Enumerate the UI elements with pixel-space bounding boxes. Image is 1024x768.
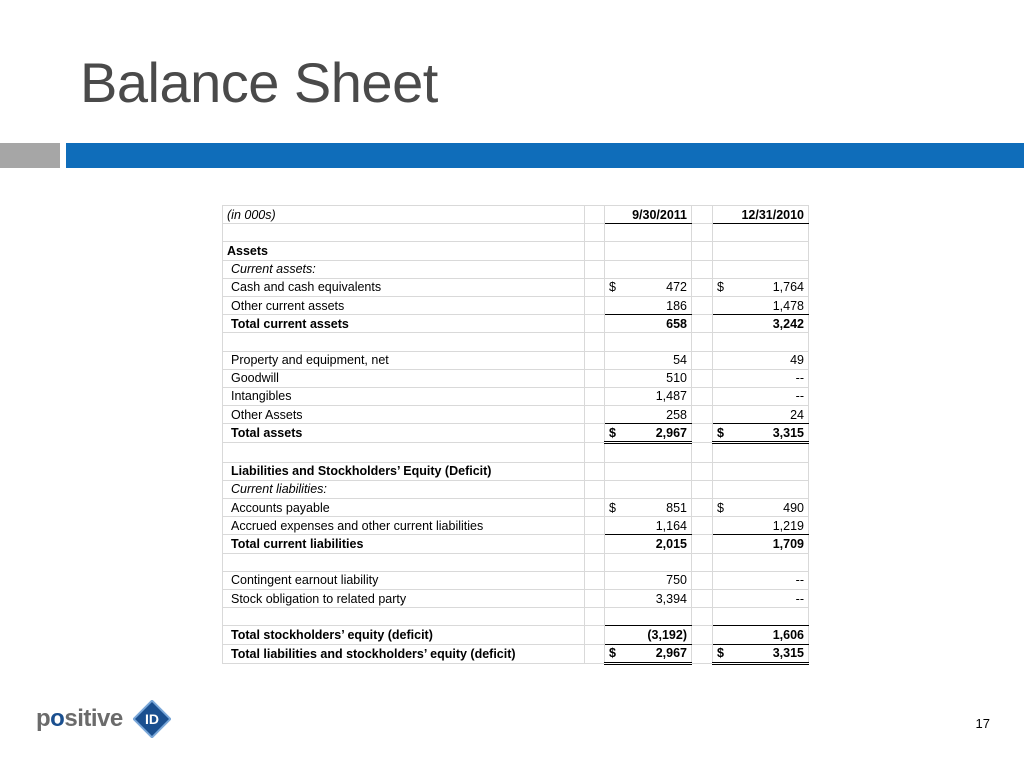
table-row [223,589,809,607]
row-label: Other Assets [223,406,585,424]
table-row [223,499,809,517]
row-label: Total liabilities and stockholders’ equity (deficit) [223,644,585,663]
value-2011: (3,192) [605,626,692,644]
value-2010: 1,478 [713,296,809,314]
table-row-total [223,626,809,644]
slide-title: Balance Sheet [80,51,438,114]
row-label: Intangibles [223,387,585,405]
table-row-assets-heading [223,242,809,260]
value-2011: $ 472 [605,278,692,296]
table-row-total [223,535,809,553]
row-label: Total stockholders’ equity (deficit) [223,626,585,644]
value-2010: $ 490 [713,499,809,517]
row-label: Stock obligation to related party [223,589,585,607]
value-2010: 1,606 [713,626,809,644]
value-2011: $ 851 [605,499,692,517]
row-label: Other current assets [223,296,585,314]
value-2011: 658 [605,315,692,333]
value-2010: -- [713,369,809,387]
balance-sheet-table [222,205,809,665]
value-2010: -- [713,387,809,405]
header-bar-blue [66,143,1024,168]
value-2010: $ 1,764 [713,278,809,296]
table-row-grand-total [223,644,809,663]
col-header-2011: 9/30/2011 [605,206,692,224]
row-label: Accrued expenses and other current liabilities [223,517,585,535]
table-row-spacer [223,608,809,626]
value-2011: 258 [605,406,692,424]
table-row-current-assets-heading [223,260,809,278]
row-label: Total current liabilities [223,535,585,553]
table-row [223,406,809,424]
svg-text:ID: ID [145,711,159,727]
row-label: Current liabilities: [223,480,585,498]
value-2010: 49 [713,351,809,369]
value-2010: -- [713,589,809,607]
table-row [223,278,809,296]
table-row [223,517,809,535]
value-2010: -- [713,571,809,589]
table-row-current-liabilities-heading [223,480,809,498]
table-row-spacer [223,224,809,242]
value-2010: 3,242 [713,315,809,333]
value-2011: 1,164 [605,517,692,535]
value-2011: $ 2,967 [605,424,692,443]
logo-diamond-icon [133,700,171,738]
row-label: Total current assets [223,315,585,333]
unit-label: (in 000s) [223,206,585,224]
value-2011: 510 [605,369,692,387]
table-row-spacer [223,553,809,571]
table-row [223,571,809,589]
page-number: 17 [975,716,990,731]
table-row [223,369,809,387]
table-row [223,351,809,369]
table-header-row [223,206,809,224]
value-2011: $ 2,967 [605,644,692,663]
row-label: Assets [223,242,585,260]
row-label: Liabilities and Stockholders’ Equity (Deficit) [223,462,585,480]
row-label: Accounts payable [223,499,585,517]
col-header-2010: 12/31/2010 [713,206,809,224]
row-label: Cash and cash equivalents [223,278,585,296]
row-label: Property and equipment, net [223,351,585,369]
value-2010: 1,219 [713,517,809,535]
table-row-liabilities-heading [223,462,809,480]
table-row [223,296,809,314]
row-label: Contingent earnout liability [223,571,585,589]
value-2011: 1,487 [605,387,692,405]
table-row-total [223,424,809,443]
header-bar-grey [0,143,60,168]
value-2010: $ 3,315 [713,644,809,663]
table-row-spacer [223,333,809,351]
table-row-total [223,315,809,333]
value-2010: 24 [713,406,809,424]
value-2011: 54 [605,351,692,369]
value-2011: 186 [605,296,692,314]
logo-wordmark: positive [36,705,123,732]
value-2010: $ 3,315 [713,424,809,443]
row-label: Current assets: [223,260,585,278]
value-2011: 3,394 [605,589,692,607]
table-row-spacer [223,443,809,462]
value-2011: 2,015 [605,535,692,553]
table-row [223,387,809,405]
value-2010: 1,709 [713,535,809,553]
value-2011: 750 [605,571,692,589]
row-label: Total assets [223,424,585,443]
positiveid-logo [36,700,176,740]
row-label: Goodwill [223,369,585,387]
